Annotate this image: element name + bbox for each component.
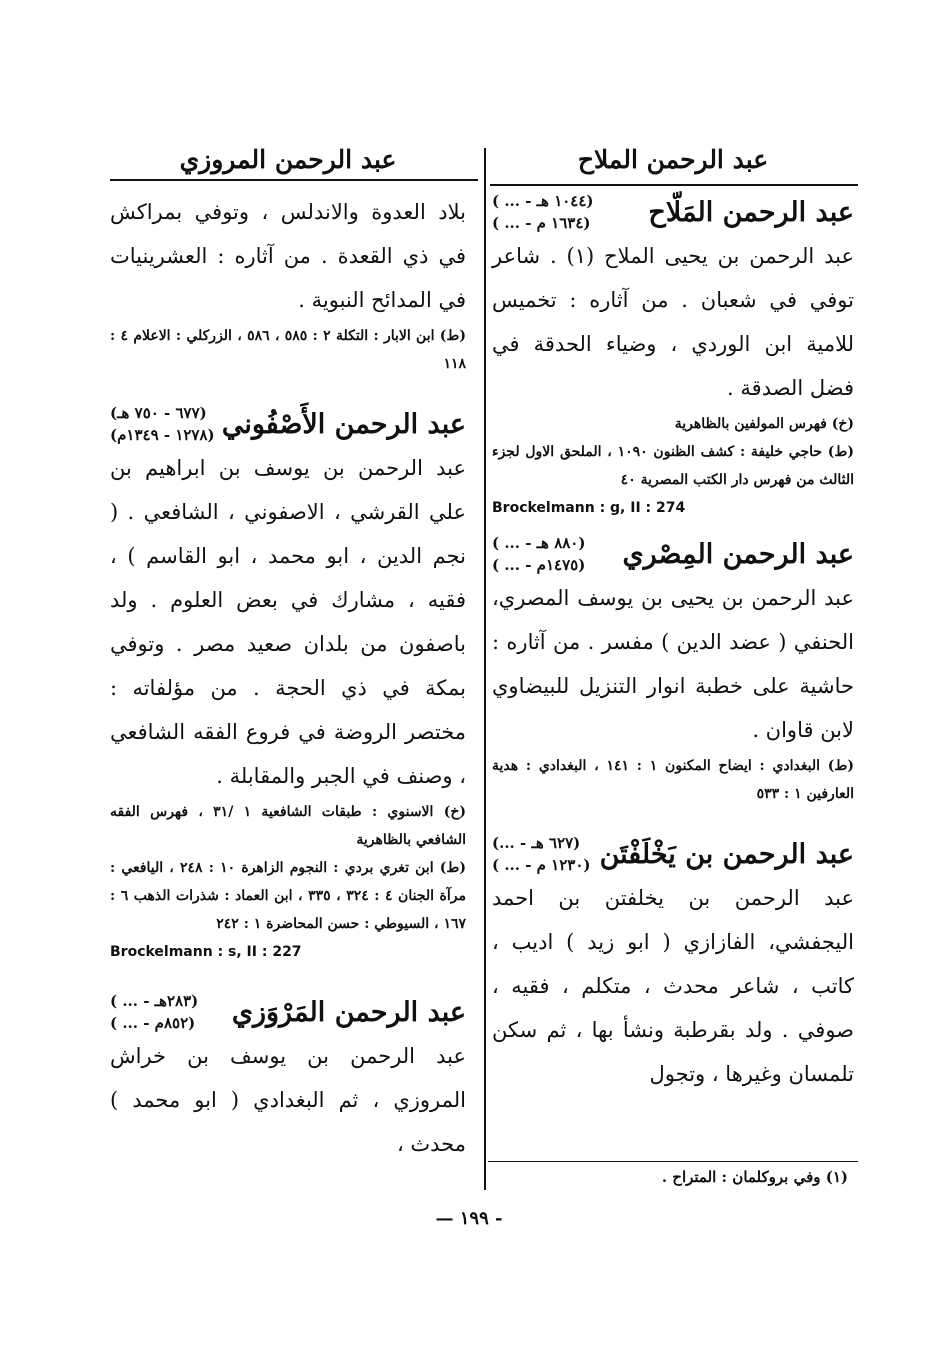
- entry-dates: [110, 402, 215, 446]
- hijri-dates: (... - ٦٢٧ هـ): [492, 834, 581, 852]
- entry: [492, 532, 854, 808]
- entry-dates: [492, 190, 594, 234]
- entry-body: عبد الرحمن بن يوسف بن خراش المروزي ، ثم البغدادي ( ابو محمد ) محدث ،: [110, 1044, 466, 1156]
- entry: [492, 190, 854, 522]
- entry-name: عبد الرحمن المِصْري: [622, 538, 854, 570]
- entry-source: (ط) البغدادي : ايضاح المكنون ١ : ١٤١ ، البغدادي : هدية العارفين ١ : ٥٣٣: [492, 758, 855, 802]
- footnote: (١) وفي بروكلمان : المتراح .: [661, 1168, 848, 1186]
- gregorian-dates: (١٢٧٨ - ١٣٤٩م): [110, 426, 215, 444]
- latin-reference: Brockelmann : s, II : 227: [110, 944, 302, 960]
- entry-source: (ط) ابن الابار : التكلة ٢ : ٥٨٥ ، ٥٨٦ ، الزركلي : الاعلام ٤ : ١١٨: [110, 328, 467, 372]
- entry-heading: [492, 532, 854, 576]
- left-column: [110, 140, 466, 1166]
- entry-name: عبد الرحمن الأَصْفُوني: [221, 408, 466, 440]
- hijri-dates: ( ... - ٢٨٣هـ): [110, 992, 199, 1010]
- page-number: — ١٩٩ -: [435, 1208, 503, 1229]
- gregorian-dates: ( ... - ٨٥٢م): [110, 1014, 196, 1032]
- latin-reference: Brockelmann : g, II : 274: [492, 500, 686, 516]
- entry-name: عبد الرحمن بن يَخْلَفْتَن: [599, 838, 854, 870]
- footnote-rule: [488, 1161, 858, 1162]
- continued-entry: [110, 190, 466, 378]
- hijri-dates: ( ... - ١٠٤٤ هـ): [492, 192, 594, 210]
- entry-body: عبد الرحمن بن يحيى بن يوسف المصري، الحنفي ( عضد الدين ) مفسر . من آثاره : حاشية على خطبة انوار التنزيل للبيضاوي لابن قاوان .: [492, 586, 854, 742]
- entry-heading: [110, 990, 466, 1034]
- entry-body: عبد الرحمن بن يحيى الملاح (١) . شاعر توفي في شعبان . من آثاره : تخميس للامية ابن الوردي ، وضياء الحدقة في فضل الصدقة .: [492, 244, 854, 400]
- gregorian-dates: ( ... - ١٢٣٠ م): [492, 856, 591, 874]
- entry-heading: [110, 402, 466, 446]
- entry-dates: [110, 990, 198, 1034]
- running-header-left: عبد الرحمن المروزي: [179, 145, 397, 174]
- column-divider: [484, 148, 486, 1190]
- gregorian-dates: ( ... - ١٦٣٤ م): [492, 214, 591, 232]
- entry: [110, 402, 466, 966]
- entry-dates: [492, 832, 591, 876]
- entry-dates: [492, 532, 585, 576]
- entry-heading: [492, 190, 854, 234]
- entry-body: عبد الرحمن بن يوسف بن ابراهيم بن علي القرشي ، الاصفوني ، الشافعي . ( نجم الدين ، ابو محمد ، ابو القاسم ) ، فقيه ، مشارك في بعض العلوم . ولد باصفون من بلدان صعيد مصر . وتوفي بمكة في ذي الحجة . من مؤلفاته : مختصر الروضة في فروع الفقه الشافعي ، وصنف في الجبر والمقابلة .: [110, 456, 466, 788]
- entry-source: (ط) حاجي خليفة : كشف الظنون ١٠٩٠ ، الملحق الاول لجزء الثالث من فهرس دار الكتب المصرية ٤٠: [492, 444, 854, 488]
- entry-source: (خ) فهرس المولفين بالظاهرية: [674, 416, 854, 432]
- entry-name: عبد الرحمن المَلّاح: [648, 196, 854, 228]
- entry: [492, 832, 854, 1096]
- entry-source: (خ) الاسنوي : طبقات الشافعية ١ /٣١ ، فهرس الفقه الشافعي بالظاهرية: [110, 804, 466, 848]
- entry-body: بلاد العدوة والاندلس ، وتوفي بمراكش في ذي القعدة . من آثاره : العشرينيات في المدائح النبوية .: [110, 200, 466, 312]
- entry-body: عبد الرحمن بن يخلفتن بن احمد اليجفشي، الفازازي ( ابو زيد ) اديب ، كاتب ، شاعر محدث ، متكلم ، فقيه ، صوفي . ولد بقرطبة ونشأ بها ، ثم سكن تلمسان وغيرها ، وتجول: [492, 886, 854, 1086]
- hijri-dates: ( ... - ٨٨٠ هـ): [492, 534, 586, 552]
- right-column: [492, 140, 854, 1096]
- entry-heading: [492, 832, 854, 876]
- entry-name: عبد الرحمن المَرْوَزي: [231, 996, 466, 1028]
- entry-source: (ط) ابن تغري بردي : النجوم الزاهرة ١٠ : ٢٤٨ ، اليافعي : مرآة الجنان ٤ : ٣٢٤ ، ٣٣٥ ، ابن العماد : شذرات الذهب ٦ : ١٦٧ ، السيوطي : حسن المحاضرة ١ : ٢٤٢: [110, 860, 466, 932]
- hijri-dates: (٦٧٧ - ٧٥٠ هـ): [110, 404, 207, 422]
- running-header-right: عبد الرحمن الملاح: [577, 145, 769, 174]
- gregorian-dates: ( ... - ١٤٧٥م): [492, 556, 586, 574]
- entry: [110, 990, 466, 1166]
